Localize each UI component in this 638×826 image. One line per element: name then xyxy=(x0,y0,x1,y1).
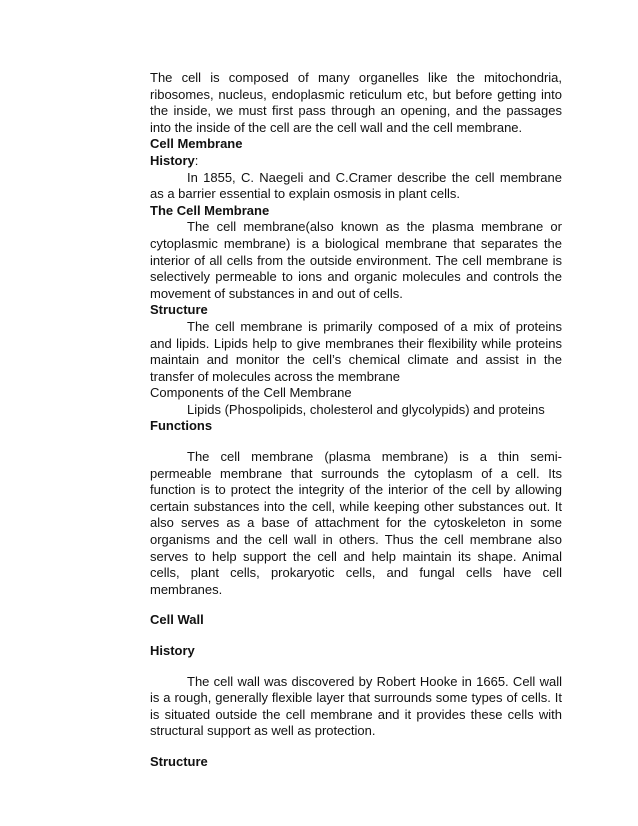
history-heading-text: History xyxy=(150,152,195,168)
document-page xyxy=(150,70,562,771)
intro-paragraph: The cell is composed of many organelles like the mitochondria, ribosomes, nucleus, endoplasmic reticulum etc, but before getting into the inside, we must first pass through an opening, and the passages into the inside of the cell are the cell wall and the cell membrane. xyxy=(150,70,562,135)
cell-wall-history-heading: History xyxy=(150,643,195,658)
cell-membrane-structure-paragraph: The cell membrane is primarily composed of a mix of proteins and lipids. Lipids help to give membranes their flexibility while proteins maintain and monitor the cell’s chemical climate and assist in the transfer of molecules across the membrane xyxy=(150,318,562,384)
cell-wall-history-paragraph: The cell wall was discovered by Robert Hooke in 1665. Cell wall is a rough, generally flexible layer that surrounds some types of cells. It is situated outside the cell membrane and it provides these cells with structural support as well as protection. xyxy=(150,673,562,739)
cell-wall-heading: Cell Wall xyxy=(150,612,204,628)
functions-paragraph: The cell membrane (plasma membrane) is a thin semi-permeable membrane that surrounds the cytoplasm of a cell. Its function is to protect the integrity of the interior of the cell by allowing certain substances into the cell, while keeping other substances out. It also serves as a base of attachment for the cytoskeleton in some organisms and the cell wall in others. Thus the cell membrane also serves to help support the cell and help maintain its shape. Animal cells, plant cells, prokaryotic cells, and fungal cells have cell membranes. xyxy=(150,449,562,597)
cell-membrane-heading: Cell Membrane xyxy=(150,136,243,152)
functions-heading: Functions xyxy=(150,418,213,434)
cell-wall-structure-heading: Structure xyxy=(150,753,208,769)
history-heading-colon: : xyxy=(194,152,199,168)
components-paragraph: Lipids (Phospolipids, cholesterol and glycolypids) and proteins xyxy=(187,401,545,417)
cell-membrane-history-paragraph: In 1855, C. Naegeli and C.Cramer describe the cell membrane as a barrier essential to explain osmosis in plant cells. xyxy=(150,169,562,202)
cell-membrane-history-heading xyxy=(150,153,562,170)
the-cell-membrane-heading: The Cell Membrane xyxy=(150,202,270,218)
cell-membrane-definition-paragraph: The cell membrane(also known as the plasma membrane or cytoplasmic membrane) is a biological membrane that separates the interior of all cells from the outside environment. The cell membrane is selectively permeable to ions and organic molecules and controls the movement of substances in and out of cells. xyxy=(150,219,562,301)
components-heading: Components of the Cell Membrane xyxy=(150,385,352,401)
cell-membrane-structure-heading: Structure xyxy=(150,302,208,318)
